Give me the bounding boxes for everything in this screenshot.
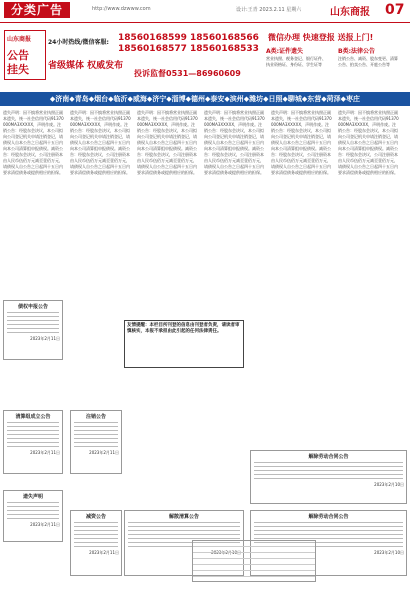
notice-date: 2023年2月11日: [30, 450, 60, 455]
hotline-label: 24小时热线/微信客服:: [48, 39, 109, 46]
column-text: 遗失声明：因不慎将营业执照正副本遗失，统一社会信用代码91370000MA3XXXXX，声明作废。注销公告：经股东会决议，本公司拟向公司登记机关申请注销登记，请债权人自本公告之日起四十五日内向本公司清算组申报债权。减资公告：经股东会决议，公司注册资本由人民币伍佰万元减至壹佰万元，请债权人自公告之日起四十五日内要求清偿债务或提供相应的担保。: [271, 110, 332, 175]
notice-date: 2023年2月11日: [89, 450, 119, 455]
notice-box: [3, 410, 63, 474]
category-b-title: B类:法律公告: [338, 48, 375, 55]
notice-box: [3, 300, 63, 360]
data-table: [192, 540, 316, 582]
column-text: 遗失声明：因不慎将营业执照正副本遗失，统一社会信用代码91370000MA3XXXXX，声明作废。注销公告：经股东会决议，本公司拟向公司登记机关申请注销登记，请债权人自本公告之日起四十五日内向本公司清算组申报债权。减资公告：经股东会决议，公司注册资本由人民币伍佰万元减至壹佰万元，请债权人自公告之日起四十五日内要求清偿债务或提供相应的担保。: [70, 110, 131, 175]
notice-title: 遗失声明: [22, 494, 43, 500]
phone-3: 18560168577: [118, 44, 187, 54]
phone-1: 18560168599: [118, 33, 187, 43]
notice-box: [70, 410, 122, 474]
logo-line2: 挂失: [7, 63, 29, 76]
logo-paper: 山东商报: [7, 36, 32, 43]
footer: [0, 596, 410, 602]
phone-2: 18560168566: [190, 33, 259, 43]
column-text: 遗失声明：因不慎将营业执照正副本遗失，统一社会信用代码91370000MA3XXXXX，声明作废。注销公告：经股东会决议，本公司拟向公司登记机关申请注销登记，请债权人自本公告之日起四十五日内向本公司清算组申报债权。减资公告：经股东会决议，公司注册资本由人民币伍佰万元减至壹佰万元，请债权人自公告之日起四十五日内要求清偿债务或提供相应的担保。: [137, 110, 198, 175]
warning-box: [124, 320, 244, 368]
notice-date: 2023年2月10日: [374, 482, 404, 487]
column-text: 遗失声明：因不慎将营业执照正副本遗失，统一社会信用代码91370000MA3XXXXX，声明作废。注销公告：经股东会决议，本公司拟向公司登记机关申请注销登记，请债权人自本公告之日起四十五日内向本公司清算组申报债权。减资公告：经股东会决议，公司注册资本由人民币伍佰万元减至壹佰万元，请债权人自公告之日起四十五日内要求清偿债务或提供相应的担保。: [204, 110, 265, 175]
category-a-desc: 营业执照、税务登记、银行证件、执业资格证、身份证、学生证等: [266, 56, 326, 67]
notice-title: 减资公告: [85, 514, 106, 520]
category-b-desc: 注销公告、减资、股东变更、清算公告、拍卖公告、开庭公告等: [338, 56, 398, 67]
notice-title: 清算组成立公告: [15, 414, 51, 420]
notice-box: [250, 450, 407, 504]
notice-box: [3, 490, 63, 542]
date-line: 设计:王青 2023.2.11 星期六: [236, 7, 302, 13]
notice-title: 解除劳动合同公告: [308, 514, 349, 520]
media-label: 省级媒体 权威发布: [48, 61, 124, 71]
complaint-line: 投诉监督0531—86960609: [134, 69, 241, 78]
site-url[interactable]: http://www.dzwww.com: [92, 6, 151, 12]
column-text: 遗失声明：因不慎将营业执照正副本遗失，统一社会信用代码91370000MA3XXXXX，声明作废。注销公告：经股东会决议，本公司拟向公司登记机关申请注销登记，请债权人自本公告之日起四十五日内向本公司清算组申报债权。减资公告：经股东会决议，公司注册资本由人民币伍佰万元减至壹佰万元，请债权人自公告之日起四十五日内要求清偿债务或提供相应的担保。: [338, 110, 399, 175]
notice-date: 2023年2月10日: [374, 550, 404, 555]
page-number: 07: [385, 2, 405, 18]
notice-date: 2023年2月11日: [30, 522, 60, 527]
notice-date: 2023年2月10日: [211, 550, 241, 555]
notice-date: 2023年2月11日: [30, 336, 60, 341]
phone-4: 18560168533: [190, 44, 259, 54]
ad-header: [4, 30, 406, 92]
notice-date: 2023年2月11日: [89, 550, 119, 555]
section-title: 分类广告: [4, 2, 70, 18]
paper-name: 山东商报: [330, 7, 370, 18]
notice-title: 解除劳动合同公告: [308, 454, 349, 460]
notice-title: 注销公告: [85, 414, 106, 420]
phone-numbers: [118, 33, 259, 55]
notice-logo: [4, 30, 46, 80]
notice-title: 债权申报公告: [17, 304, 48, 310]
logo-line1: 公告: [7, 49, 29, 62]
masthead: [0, 0, 410, 22]
wechat-line: 微信办理 快速登报 送报上门!: [268, 33, 374, 42]
notice-box: [70, 510, 122, 576]
masthead-rule: [0, 22, 410, 23]
column-text: 遗失声明：因不慎将营业执照正副本遗失，统一社会信用代码91370000MA3XXXXX，声明作废。注销公告：经股东会决议，本公司拟向公司登记机关申请注销登记，请债权人自本公告之日起四十五日内向本公司清算组申报债权。减资公告：经股东会决议，公司注册资本由人民币伍佰万元减至壹佰万元，请债权人自公告之日起四十五日内要求清偿债务或提供相应的担保。: [3, 110, 64, 175]
notice-title: 解散清算公告: [168, 514, 199, 520]
warning-text: 友情提醒：本栏目所刊登的信息由刊登者负责，请读者审慎核实，本报不承担由此引起的任何法律责任。: [127, 323, 240, 334]
city-bar: ◆济南◆青岛◆烟台◆临沂◆威海◆济宁◆淄博◆德州◆泰安◆滨州◆潍坊◆日照◆聊城◆东营◆菏泽◆枣庄: [0, 92, 410, 106]
category-a-title: A类:证件遗失: [266, 48, 304, 55]
